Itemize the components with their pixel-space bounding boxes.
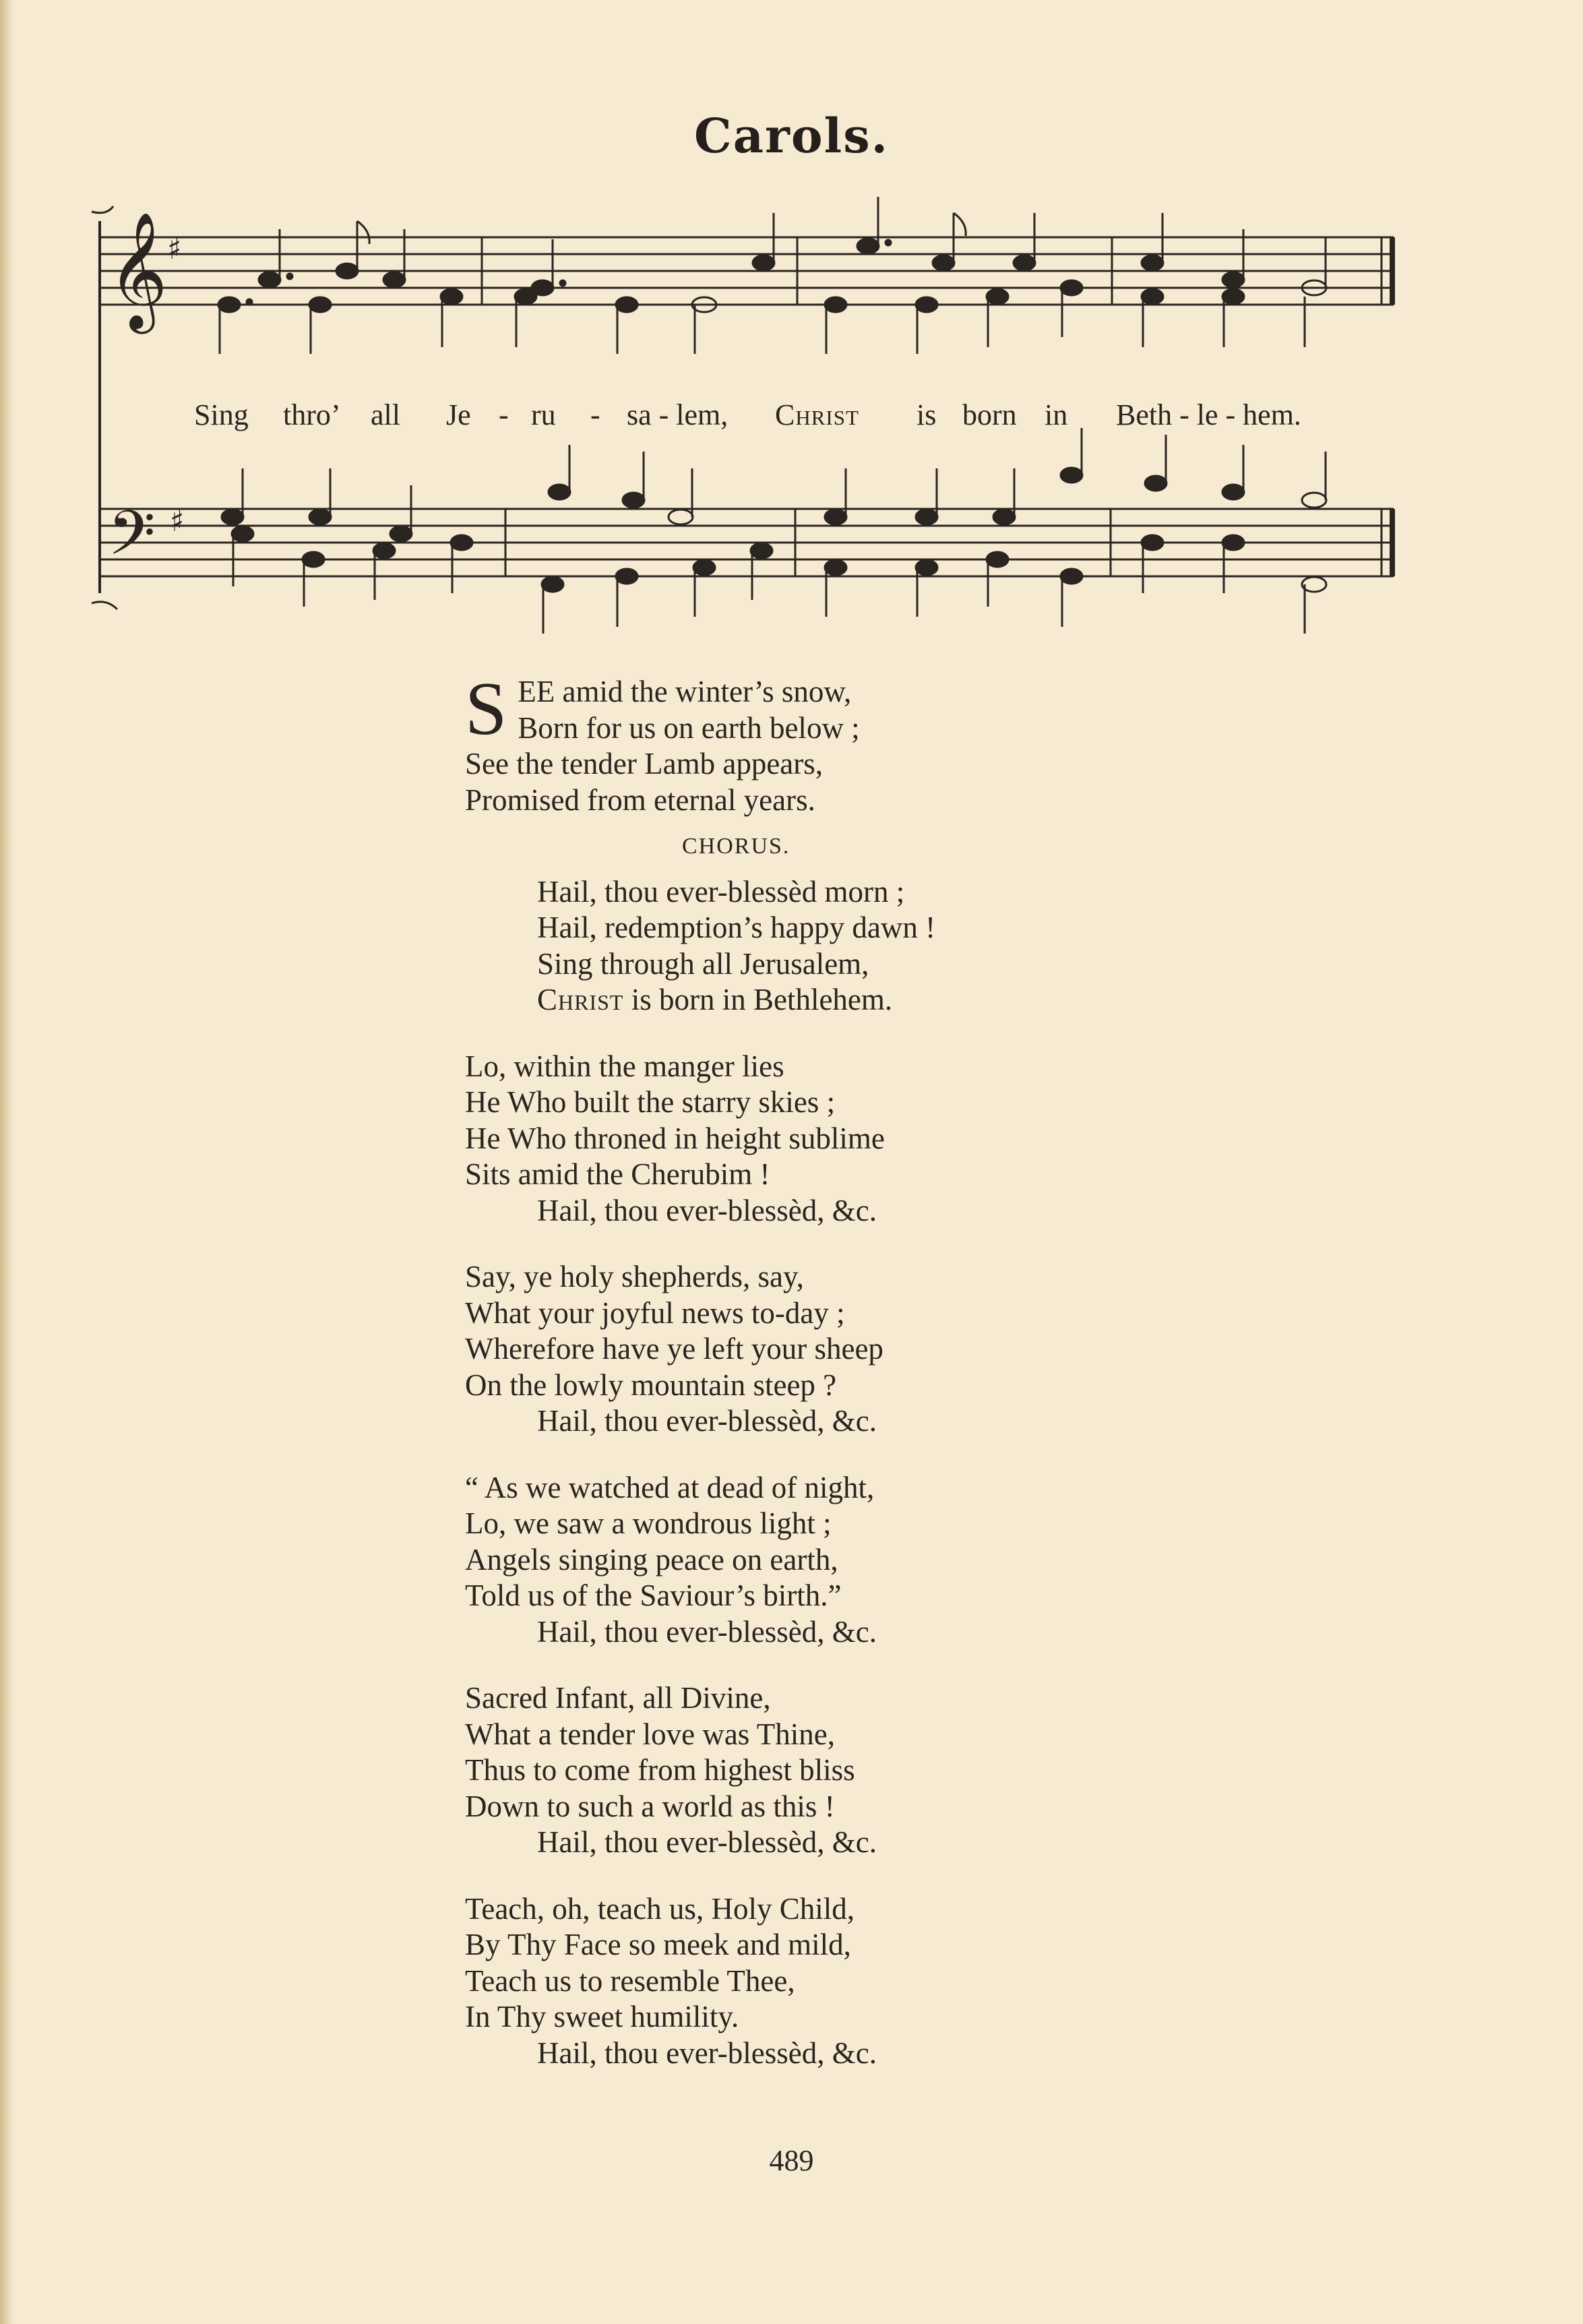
lyric-syllable: - (590, 398, 600, 431)
verse-line: EE amid the winter’s snow, (518, 675, 852, 708)
verse-line: Thus to come from highest bliss (465, 1753, 855, 1787)
verse-line: Angels singing peace on earth, (465, 1542, 838, 1577)
lyric-syllable: Je (446, 398, 471, 431)
treble-staff (100, 237, 1394, 305)
drop-cap: S (465, 667, 507, 751)
verse-line: “ As we watched at dead of night, (465, 1470, 875, 1504)
stanza-5 (465, 1680, 1139, 1861)
treble-notes-lower (218, 280, 1305, 354)
page-binding-edge (0, 0, 15, 2324)
bass-staff (100, 509, 1394, 576)
carol-text (465, 667, 1139, 2102)
lyric-syllable: in (1045, 398, 1068, 431)
verse-line: Hail, thou ever-blessèd morn ; (537, 874, 905, 909)
stanza-3 (465, 1259, 1139, 1440)
lyric-syllable: thro’ (283, 398, 341, 431)
stanza-1 (465, 667, 1139, 818)
verse-line: Hail, redemption’s happy dawn ! (537, 911, 936, 944)
verse-line: Sacred Infant, all Divine, (465, 1681, 771, 1715)
page-number: 489 (769, 2144, 814, 2177)
verse-line: He Who built the starry skies ; (465, 1085, 836, 1119)
verse-line: Sing through all Jerusalem, (537, 946, 869, 981)
verse-line: Wherefore have ye left your sheep (465, 1332, 883, 1366)
verse-line: Sits amid the Cherubim ! (465, 1157, 770, 1191)
verse-line: Told us of the Saviour’s birth.” (465, 1579, 842, 1612)
lyric-syllable: all (371, 398, 400, 431)
refrain-line: Hail, thou ever-blessèd, &c. (537, 1193, 877, 1227)
verse-line: On the lowly mountain steep ? (465, 1368, 837, 1402)
verse-line: In Thy sweet humility. (465, 2000, 739, 2034)
refrain-line: Hail, thou ever-blessèd, &c. (537, 1614, 877, 1649)
lyric-syllable: is (917, 398, 937, 431)
treble-clef: 𝄞 (108, 212, 168, 329)
refrain-line: Hail, thou ever-blessèd, &c. (537, 1404, 877, 1438)
lyric-syllable: Sing (194, 398, 249, 431)
verse-line: Say, ye holy shepherds, say, (465, 1260, 804, 1293)
verse-line: Teach us to resemble Thee, (465, 1963, 795, 1998)
bass-clef: 𝄢 (108, 497, 156, 584)
lyric-syllable: - (499, 398, 509, 431)
stanza-2 (465, 1049, 1139, 1229)
treble-key-signature: ♯ (167, 232, 182, 266)
verse-line: Lo, within the manger lies (465, 1049, 784, 1083)
verse-line: What your joyful news to-day ; (465, 1295, 845, 1330)
refrain-line: Hail, thou ever-blessèd, &c. (537, 2036, 877, 2070)
chorus-label: CHORUS. (682, 834, 790, 859)
christ-small-caps: Christ (537, 983, 624, 1016)
chorus (465, 828, 1139, 1018)
lyric-syllable: Christ (775, 398, 859, 431)
lyric-syllable: sa - lem, (627, 398, 728, 431)
score-lyrics (194, 398, 1387, 435)
verse-line: See the tender Lamb appears, (465, 747, 824, 781)
bass-key-signature: ♯ (170, 504, 185, 539)
verse-line: He Who throned in height sublime (465, 1121, 885, 1155)
lyric-syllable: Beth - le - hem. (1116, 398, 1301, 431)
verse-line (465, 982, 1139, 1018)
stanza-6 (465, 1891, 1139, 2072)
treble-notes-upper (259, 197, 1326, 295)
stanza-4 (465, 1470, 1139, 1651)
verse-line-rest: is born in Bethlehem. (623, 983, 893, 1016)
verse-line: Down to such a world as this ! (465, 1789, 835, 1823)
lyric-syllable: ru (531, 398, 556, 431)
verse-line: Lo, we saw a wondrous light ; (465, 1506, 832, 1540)
verse-line: Born for us on earth below ; (518, 710, 860, 745)
bass-notes-upper (222, 428, 1326, 541)
refrain-line: Hail, thou ever-blessèd, &c. (537, 1825, 877, 1859)
verse-line: By Thy Face so meek and mild, (465, 1928, 851, 1961)
verse-line: Promised from eternal years. (465, 783, 815, 817)
verse-line: What a tender love was Thine, (465, 1717, 835, 1751)
lyric-syllable: born (962, 398, 1017, 431)
running-head: Carols. (693, 108, 889, 164)
verse-line: Teach, oh, teach us, Holy Child, (465, 1891, 855, 1926)
